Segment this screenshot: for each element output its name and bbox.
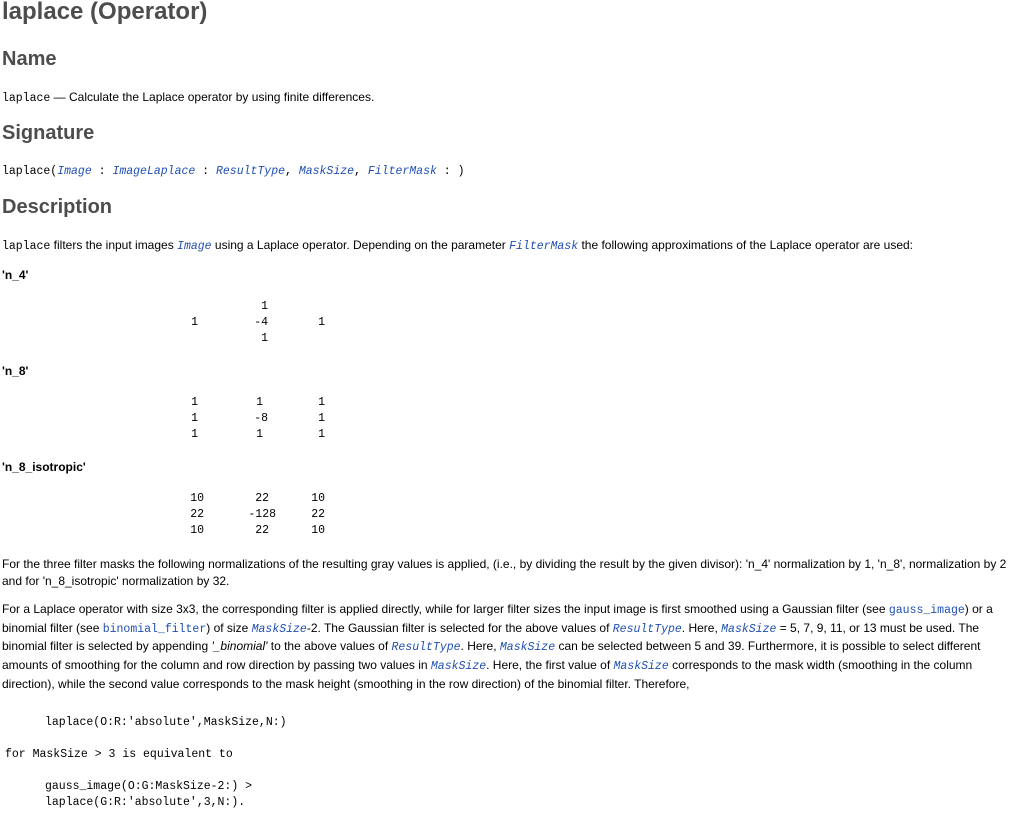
mask-label-n8-isotropic: 'n_8_isotropic' <box>2 460 86 474</box>
signature-separator: : <box>195 165 216 178</box>
text: corresponds to the mask width (smoothing in the column direction), while the second value corresponds to the mask height (smoothing in the row direction) of the binomial filter. Therefore, <box>2 658 973 691</box>
mask-cell: 1 <box>261 300 268 313</box>
text: using a Laplace operator. Depending on the parameter <box>211 238 510 252</box>
param-link-resulttype[interactable]: ResultType <box>391 641 461 655</box>
param-link-filtermask[interactable]: FilterMask <box>509 240 579 253</box>
mask-cell: 1 <box>318 396 325 409</box>
mask-cell: 1 <box>318 316 325 329</box>
mask-cell: 1 <box>191 412 198 425</box>
description-intro <box>2 238 913 253</box>
text: the following approximations of the Laplace operator are used: <box>578 238 913 252</box>
text: = 5, 7, 9, 11, or 13 must be used. The binomial filter is selected by appending <box>2 620 980 654</box>
param-link-masksize[interactable]: MaskSize <box>499 641 556 655</box>
signature-operator: laplace( <box>2 165 58 178</box>
param-link-masksize[interactable]: MaskSize <box>721 622 777 636</box>
page-title: laplace (Operator) <box>2 0 208 25</box>
text: For a Laplace operator with size 3x3, the corresponding filter is applied directly, while for larger filter sizes the input image is first smoothed using a Gaussian filter (see <box>2 602 889 616</box>
mask-label-n4: 'n_4' <box>2 268 29 282</box>
mask-cell: 10 <box>311 524 325 537</box>
section-heading-name: Name <box>2 48 57 70</box>
name-line <box>2 90 374 105</box>
mask-size-paragraph <box>2 601 1014 693</box>
section-heading-description: Description <box>2 196 113 218</box>
signature-comma: , <box>285 165 299 178</box>
param-link-imagelaplace[interactable]: ImageLaplace <box>112 165 196 178</box>
text: ) or a binomial filter (see <box>2 602 993 635</box>
text: . Here, the first value of <box>486 658 614 673</box>
mask-cell: 22 <box>255 524 269 537</box>
mask-cell: 1 <box>318 412 325 425</box>
code-line: for MaskSize > 3 is equivalent to <box>5 748 233 761</box>
section-heading-signature: Signature <box>2 122 95 144</box>
text: can be selected between 5 and 39. Furthermore, it is possible to select different amounts of smoothing for the column and row direction by passing two values in <box>2 639 981 673</box>
operator-name: laplace <box>2 92 51 105</box>
mask-cell: 22 <box>311 508 325 521</box>
param-link-masksize[interactable]: MaskSize <box>613 660 669 674</box>
text: -2. The Gaussian filter is selected for the above values of <box>306 620 613 635</box>
operator-name: laplace <box>2 240 51 253</box>
signature-end: : ) <box>436 165 465 178</box>
param-link-masksize[interactable]: MaskSize <box>430 660 487 674</box>
text: . Here, <box>681 620 722 635</box>
mask-cell: -128 <box>248 508 276 521</box>
param-link-image[interactable]: Image <box>177 240 212 253</box>
param-link-masksize[interactable]: MaskSize <box>298 165 355 178</box>
code-line: laplace(O:R:'absolute',MaskSize,N:) <box>45 716 287 729</box>
mask-cell: 10 <box>190 524 204 537</box>
param-link-resulttype[interactable]: ResultType <box>612 622 682 636</box>
signature-separator: : <box>91 165 113 178</box>
mask-cell: 1 <box>191 396 198 409</box>
param-link-resulttype[interactable]: ResultType <box>216 165 286 178</box>
mask-cell: 10 <box>311 492 325 505</box>
mask-cell: 1 <box>318 428 325 441</box>
mask-cell: 10 <box>190 492 204 505</box>
signature-line <box>2 165 464 178</box>
mask-cell: -8 <box>254 412 268 425</box>
text: filters the input images <box>50 238 178 252</box>
signature-comma: , <box>354 165 368 178</box>
mask-cell: -4 <box>254 316 268 329</box>
mask-cell: 1 <box>191 316 198 329</box>
mask-cell: 22 <box>190 508 204 521</box>
mask-cell: 1 <box>256 396 263 409</box>
param-link-image[interactable]: Image <box>57 165 92 178</box>
code-line: gauss_image(O:G:MaskSize-2:) > <box>45 780 253 793</box>
mask-cell: 22 <box>255 492 269 505</box>
binomial-suffix: '_binomial' <box>211 639 268 654</box>
mask-cell: 1 <box>256 428 263 441</box>
param-link-filtermask[interactable]: FilterMask <box>367 165 437 178</box>
text: to the above values of <box>267 639 392 654</box>
mask-cell: 1 <box>261 332 268 345</box>
mask-cell: 1 <box>191 428 198 441</box>
normalization-paragraph: For the three filter masks the following normalizations of the resulting gray values is applied, (i.e., by dividing the result by the given divisor): 'n_4' normalization by 1, 'n_8', normalization by 2 and for 'n_8_isotropic' normalization by 32. <box>2 557 1007 588</box>
operator-link-binomial-filter[interactable]: binomial_filter <box>102 622 207 636</box>
text: . Here, <box>460 639 500 654</box>
code-line: laplace(G:R:'absolute',3,N:). <box>45 796 246 809</box>
operator-link-gauss-image[interactable]: gauss_image <box>888 604 965 617</box>
param-link-masksize[interactable]: MaskSize <box>251 622 307 636</box>
text: ) of size <box>206 620 252 635</box>
operator-short-description: — Calculate the Laplace operator by using finite differences. <box>50 90 375 104</box>
mask-label-n8: 'n_8' <box>2 364 29 378</box>
